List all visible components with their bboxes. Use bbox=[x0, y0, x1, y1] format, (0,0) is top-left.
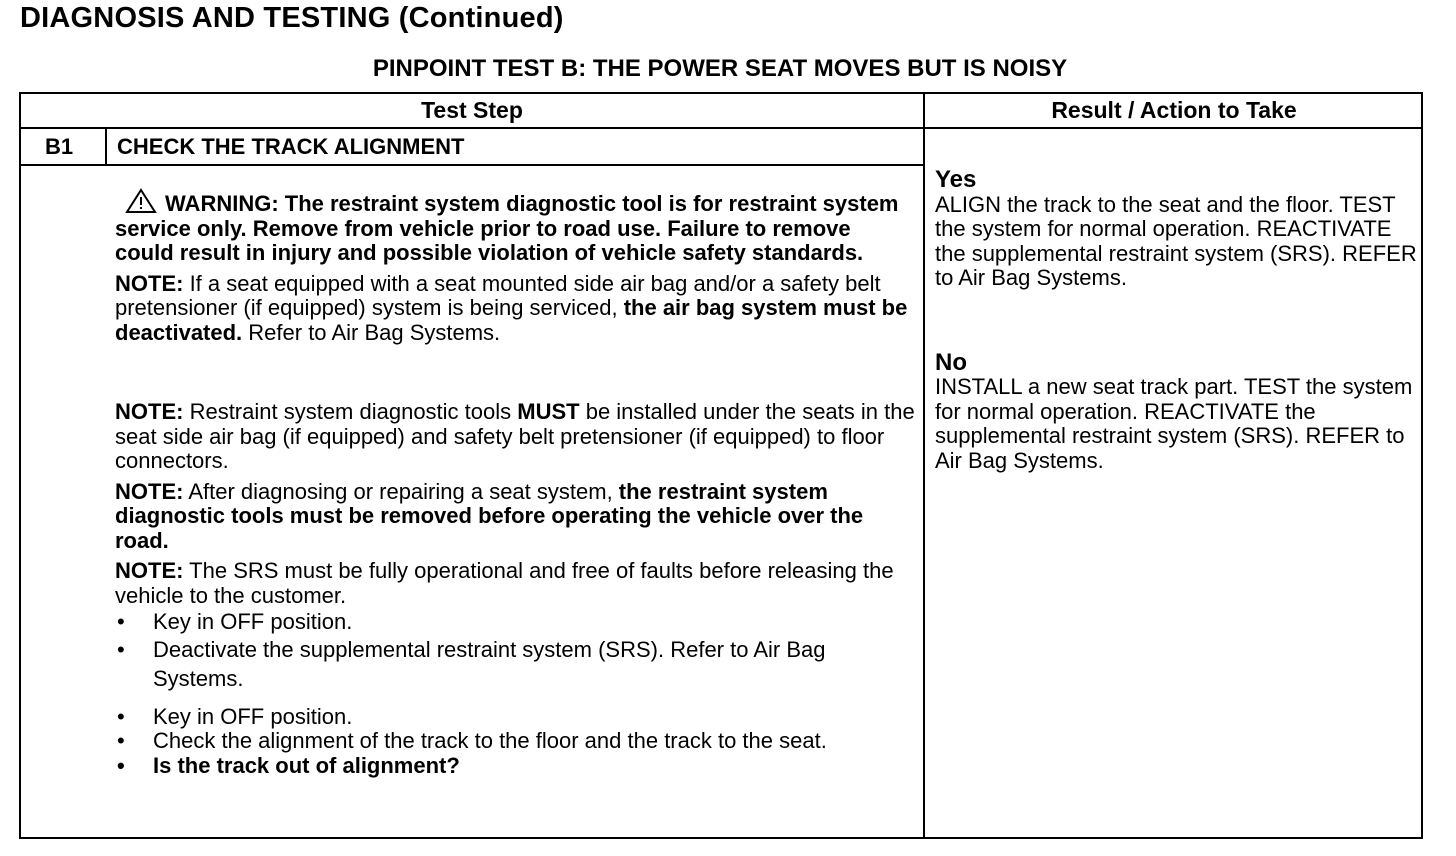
step-id: B1 bbox=[45, 134, 74, 159]
list-item-text: Deactivate the supplemental restraint system (SRS). Refer to Air Bag Systems. bbox=[153, 636, 826, 691]
note-text: be installed under the seats in the seat side air bag (if equipped) and safety belt pretensioner (if equipped) to floor connectors. bbox=[115, 399, 915, 473]
result-yes-label: Yes bbox=[935, 166, 977, 193]
bullet: • bbox=[117, 636, 125, 662]
note-seat-airbag bbox=[115, 272, 915, 346]
bullet: • bbox=[117, 728, 125, 753]
bullet: • bbox=[117, 703, 125, 729]
test-step-body bbox=[115, 188, 915, 778]
step-row-divider bbox=[21, 164, 924, 166]
list-item bbox=[115, 729, 915, 754]
step-id-divider bbox=[105, 129, 107, 165]
bullet: • bbox=[117, 609, 125, 634]
result-no-text: INSTALL a new seat track part. TEST the system for normal operation. REACTIVATE the supplemental restraint system (SRS). REFER to Air Bag Systems. bbox=[935, 374, 1413, 473]
column-divider bbox=[923, 94, 925, 837]
step-title: CHECK THE TRACK ALIGNMENT bbox=[117, 134, 465, 159]
note-label: NOTE: bbox=[115, 399, 184, 424]
warning-text: WARNING: The restraint system diagnostic tool is for restraint system service only. Remove from vehicle prior to road use. Failure to remove could result in injury and possible violation of vehicle safety standards. bbox=[115, 191, 899, 265]
warning-paragraph bbox=[115, 188, 915, 266]
page-header: DIAGNOSIS AND TESTING (Continued) bbox=[20, 2, 564, 34]
note-bold-text: the restraint system diagnostic tools must be removed before operating the vehicle over the road. bbox=[115, 478, 864, 553]
note-diagnostic-tools bbox=[115, 400, 915, 474]
note-remove-tools bbox=[115, 480, 915, 554]
bullet-list-deactivate bbox=[115, 610, 915, 693]
warning-triangle-icon bbox=[125, 188, 157, 214]
pinpoint-test-table bbox=[19, 92, 1423, 839]
note-text: The SRS must be fully operational and free of faults before releasing the vehicle to the customer. bbox=[115, 558, 894, 608]
note-text: If a seat equipped with a seat mounted side air bag and/or a safety belt pretensioner (if equipped) system is being serviced, bbox=[115, 270, 881, 320]
list-item-question bbox=[115, 754, 915, 779]
note-bold-text: MUST bbox=[517, 399, 580, 424]
result-no-label: No bbox=[935, 348, 967, 376]
note-label: NOTE: bbox=[115, 558, 184, 583]
note-text: After diagnosing or repairing a seat system, bbox=[183, 478, 619, 504]
list-item bbox=[115, 635, 915, 693]
header-row-divider bbox=[21, 127, 1421, 129]
list-item-text: Check the alignment of the track to the floor and the track to the seat. bbox=[153, 728, 827, 753]
list-item bbox=[115, 610, 915, 635]
column-header-result: Result / Action to Take bbox=[1051, 97, 1297, 123]
pinpoint-test-title-text: PINPOINT TEST B: THE POWER SEAT MOVES BUT IS NOISY bbox=[372, 55, 1068, 82]
bullet-list-check bbox=[115, 705, 915, 779]
note-label: NOTE: bbox=[115, 270, 184, 296]
bullet: • bbox=[117, 752, 125, 778]
pinpoint-test-title bbox=[0, 55, 1456, 83]
list-item-text: Key in OFF position. bbox=[153, 703, 353, 729]
note-bold-text: the air bag system must be deactivated. bbox=[115, 295, 908, 345]
result-yes-text: ALIGN the track to the seat and the floor. TEST the system for normal operation. REACTIVATE the supplemental restraint system (SRS). REFER to Air Bag Systems. bbox=[935, 191, 1417, 290]
result-column bbox=[935, 168, 1425, 473]
note-text: Refer to Air Bag Systems. bbox=[242, 319, 501, 345]
list-item-text: Key in OFF position. bbox=[153, 609, 353, 634]
column-header-test-step: Test Step bbox=[421, 97, 523, 123]
note-srs-operational bbox=[115, 559, 915, 608]
note-text: Restraint system diagnostic tools bbox=[183, 399, 518, 424]
list-item bbox=[115, 705, 915, 730]
list-item-text: Is the track out of alignment? bbox=[153, 752, 460, 778]
note-label: NOTE: bbox=[115, 478, 184, 504]
